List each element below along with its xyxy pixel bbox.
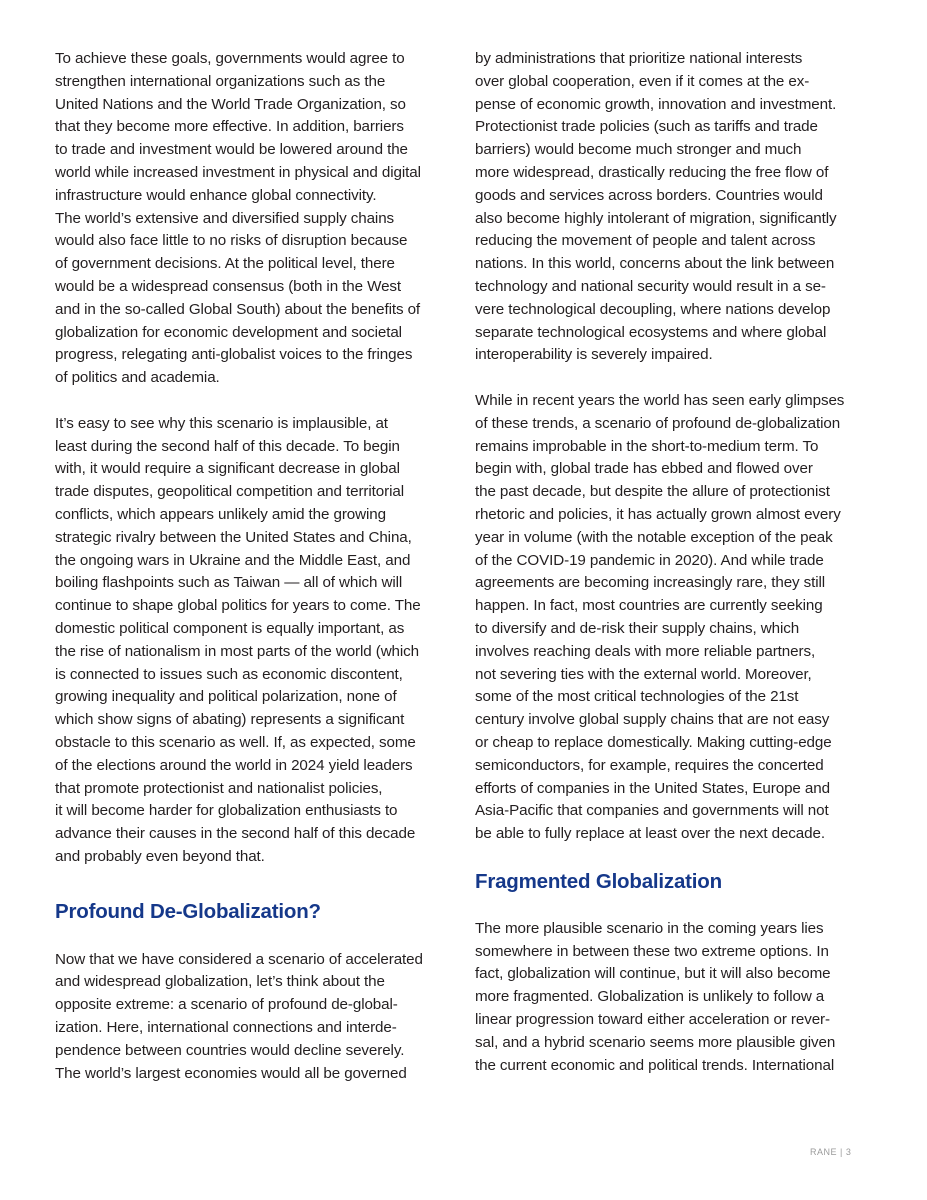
text-line: over global cooperation, even if it comes at the ex- xyxy=(475,72,810,90)
right-column xyxy=(475,48,875,1077)
text-line: growing inequality and political polarization, none of xyxy=(55,688,397,706)
text-line: is connected to issues such as economic discontent, xyxy=(55,665,403,683)
text-line: United Nations and the World Trade Organization, so xyxy=(55,95,406,113)
text-line: to diversify and de-risk their supply chains, which xyxy=(475,619,800,637)
text-line: Protectionist trade policies (such as tariffs and trade xyxy=(475,118,818,136)
text-line: globalization for economic development and societal xyxy=(55,323,402,341)
text-line: and probably even beyond that. xyxy=(55,847,265,865)
text-line: it will become harder for globalization enthusiasts to xyxy=(55,802,398,820)
text-line: pense of economic growth, innovation and investment. xyxy=(475,95,837,113)
text-line: opposite extreme: a scenario of profound de-global- xyxy=(55,996,398,1014)
text-line: to trade and investment would be lowered around the xyxy=(55,141,408,159)
text-line: strengthen international organizations such as the xyxy=(55,72,386,90)
text-line: of politics and academia. xyxy=(55,369,220,387)
text-line: the ongoing wars in Ukraine and the Middle East, and xyxy=(55,551,411,569)
text-line: interoperability is severely impaired. xyxy=(475,346,713,364)
text-line: would also face little to no risks of disruption because xyxy=(55,232,408,250)
text-line: infrastructure would enhance global connectivity. xyxy=(55,186,377,204)
text-line: also become highly intolerant of migration, significantly xyxy=(475,209,837,227)
text-line: somewhere in between these two extreme options. In xyxy=(475,942,829,960)
text-line: sal, and a hybrid scenario seems more plausible given xyxy=(475,1033,836,1051)
heading-gap xyxy=(55,927,455,949)
text-line: year in volume (with the notable exception of the peak xyxy=(475,528,833,546)
text-line: or cheap to replace domestically. Making cutting-edge xyxy=(475,733,832,751)
text-line: conflicts, which appears unlikely amid the growing xyxy=(55,505,386,523)
paragraph-gap xyxy=(55,390,455,413)
text-line: that promote protectionist and nationalist policies, xyxy=(55,779,383,797)
text-line: by administrations that prioritize national interests xyxy=(475,50,803,67)
text-line: It’s easy to see why this scenario is implausible, at xyxy=(55,414,388,432)
text-line: boiling flashpoints such as Taiwan — all of which will xyxy=(55,574,403,592)
text-line: the past decade, but despite the allure of protectionist xyxy=(475,483,830,501)
heading-gap xyxy=(475,897,875,918)
text-line: and in the so-called Global South) about the benefits of xyxy=(55,300,421,318)
text-line: the rise of nationalism in most parts of the world (which xyxy=(55,642,420,660)
text-line: more widespread, drastically reducing the free flow of xyxy=(475,163,829,181)
text-line: The more plausible scenario in the coming years lies xyxy=(475,919,824,937)
text-line: remains improbable in the short-to-medium term. To xyxy=(475,437,819,455)
text-line: the current economic and political trends. International xyxy=(475,1056,835,1074)
paragraph-gap xyxy=(475,367,875,390)
text-line: with, it would require a significant decrease in global xyxy=(55,460,400,478)
paragraph xyxy=(475,48,875,367)
section-heading-fragmented-globalization: Fragmented Globalization xyxy=(475,869,722,893)
text-line: agreements are becoming increasingly rare, they still xyxy=(475,574,826,592)
left-column xyxy=(55,48,455,1085)
text-line: of government decisions. At the political level, there xyxy=(55,255,395,273)
text-line: nations. In this world, concerns about the link between xyxy=(475,255,835,273)
paragraph xyxy=(55,413,455,869)
paragraph xyxy=(475,390,875,846)
text-line: trade disputes, geopolitical competition and territorial xyxy=(55,483,404,501)
text-line: While in recent years the world has seen early glimpses xyxy=(475,391,845,409)
paragraph xyxy=(475,918,875,1078)
paragraph xyxy=(55,48,455,390)
text-line: domestic political component is equally important, as xyxy=(55,619,405,637)
paragraph xyxy=(55,949,455,1086)
text-line: would be a widespread consensus (both in the West xyxy=(55,277,402,295)
text-line: not severing ties with the external world. Moreover, xyxy=(475,665,812,683)
page-footer: RANE | 3 xyxy=(810,1147,852,1157)
heading-gap xyxy=(475,846,875,867)
text-line: Now that we have considered a scenario of accelerated xyxy=(55,950,423,968)
text-line: of the COVID-19 pandemic in 2020). And while trade xyxy=(475,551,824,569)
text-line: of these trends, a scenario of profound de-globalization xyxy=(475,414,841,432)
text-line: world while increased investment in physical and digital xyxy=(55,163,421,181)
text-line: The world’s extensive and diversified supply chains xyxy=(55,209,395,227)
text-line: be able to fully replace at least over the next decade. xyxy=(475,825,825,843)
text-line: vere technological decoupling, where nations develop xyxy=(475,300,831,318)
text-line: obstacle to this scenario as well. If, as expected, some xyxy=(55,733,416,751)
text-line: progress, relegating anti-globalist voices to the fringes xyxy=(55,346,413,364)
text-line: linear progression toward either acceleration or rever- xyxy=(475,1011,830,1029)
text-line: of the elections around the world in 2024 yield leaders xyxy=(55,756,413,774)
text-line: which show signs of abating) represents a significant xyxy=(55,711,405,729)
text-line: efforts of companies in the United States, Europe and xyxy=(475,779,830,797)
text-line: separate technological ecosystems and where global xyxy=(475,323,827,341)
text-line: semiconductors, for example, requires the concerted xyxy=(475,756,824,774)
text-line: goods and services across borders. Countries would xyxy=(475,186,823,204)
text-line: involves reaching deals with more reliable partners, xyxy=(475,642,816,660)
text-line: more fragmented. Globalization is unlikely to follow a xyxy=(475,988,825,1006)
text-line: least during the second half of this decade. To begin xyxy=(55,437,400,455)
text-line: happen. In fact, most countries are currently seeking xyxy=(475,597,823,615)
text-line: fact, globalization will continue, but it will also become xyxy=(475,965,831,983)
text-line: To achieve these goals, governments would agree to xyxy=(55,50,405,67)
text-line: strategic rivalry between the United States and China, xyxy=(55,528,412,546)
text-line: that they become more effective. In addition, barriers xyxy=(55,118,404,136)
text-line: and widespread globalization, let’s think about the xyxy=(55,973,385,991)
text-line: continue to shape global politics for years to come. The xyxy=(55,597,421,615)
text-line: rhetoric and policies, it has actually grown almost every xyxy=(475,505,841,523)
heading-gap xyxy=(55,869,455,897)
section-heading-profound-deglobalization: Profound De-Globalization? xyxy=(55,899,321,923)
text-line: reducing the movement of people and talent across xyxy=(475,232,816,250)
text-line: century involve global supply chains that are not easy xyxy=(475,711,830,729)
text-line: begin with, global trade has ebbed and flowed over xyxy=(475,460,813,478)
text-line: technology and national security would result in a se- xyxy=(475,277,826,295)
text-line: Asia-Pacific that companies and governments will not xyxy=(475,802,829,820)
text-line: pendence between countries would decline severely. xyxy=(55,1041,405,1059)
text-line: some of the most critical technologies of the 21st xyxy=(475,688,799,706)
text-line: ization. Here, international connections and interde- xyxy=(55,1019,397,1037)
text-line: barriers) would become much stronger and much xyxy=(475,141,802,159)
text-line: advance their causes in the second half of this decade xyxy=(55,825,416,843)
text-line: The world’s largest economies would all be governed xyxy=(55,1064,407,1082)
